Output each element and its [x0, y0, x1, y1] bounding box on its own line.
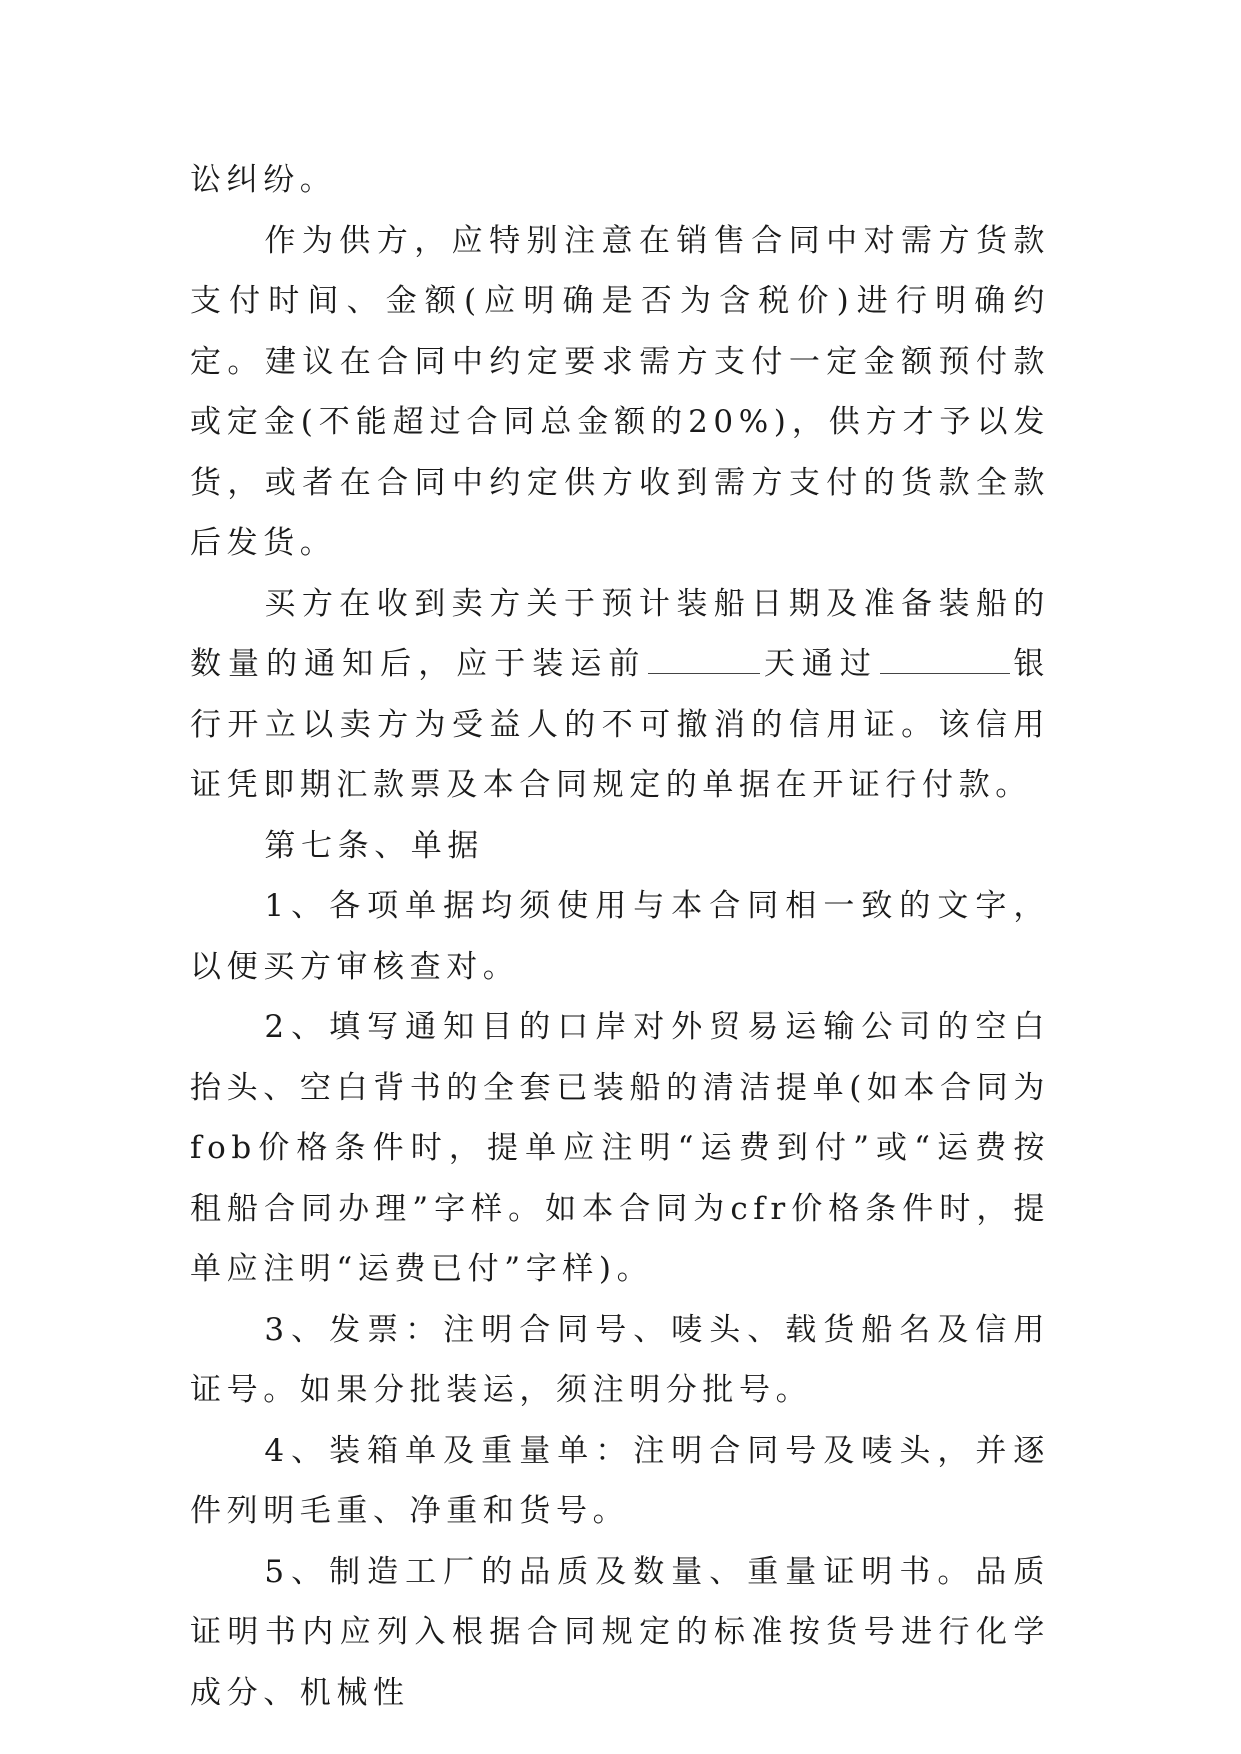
days-fill-blank — [648, 645, 760, 674]
bank-fill-blank — [880, 645, 1010, 674]
lc-text-part-1: 买方在收到卖方关于预计装船日期及准备装船的数量的通知后，应于装运前 — [190, 585, 1050, 682]
document-body — [190, 150, 1050, 1723]
paragraph-continuation: 讼纠纷。 — [190, 162, 337, 198]
clause-1: 1、各项单据均须使用与本合同相一致的文字，以便买方审核查对。 — [190, 888, 1050, 985]
paragraph-letter-of-credit — [190, 574, 1050, 816]
lc-text-part-2: 天通过 — [762, 646, 878, 682]
clause-4: 4、装箱单及重量单：注明合同号及唛头，并逐件列明毛重、净重和货号。 — [190, 1432, 1050, 1529]
lc-text-part-3: 银行开立以卖方为受益人的不可撤消的信用证。该信用证凭即期汇款票及本合同规定的单据在开证行付款。 — [190, 646, 1050, 803]
clause-2: 2、填写通知目的口岸对外贸易运输公司的空白抬头、空白背书的全套已装船的清洁提单(如本合同为fob价格条件时，提单应注明“运费到付”或“运费按租船合同办理”字样。如本合同为cfr价格条件时，提单应注明“运费已付”字样)。 — [190, 1009, 1050, 1287]
paragraph-payment-advice: 作为供方，应特别注意在销售合同中对需方货款支付时间、金额(应明确是否为含税价)进行明确约定。建议在合同中约定要求需方支付一定金额预付款或定金(不能超过合同总金额的20%)，供方才予以发货，或者在合同中约定供方收到需方支付的货款全款后发货。 — [190, 222, 1050, 561]
clause-5: 5、制造工厂的品质及数量、重量证明书。品质证明书内应列入根据合同规定的标准按货号进行化学成分、机械性 — [190, 1553, 1050, 1711]
section-heading-documents: 第七条、单据 — [264, 827, 484, 864]
clause-3: 3、发票：注明合同号、唛头、载货船名及信用证号。如果分批装运，须注明分批号。 — [190, 1311, 1050, 1408]
